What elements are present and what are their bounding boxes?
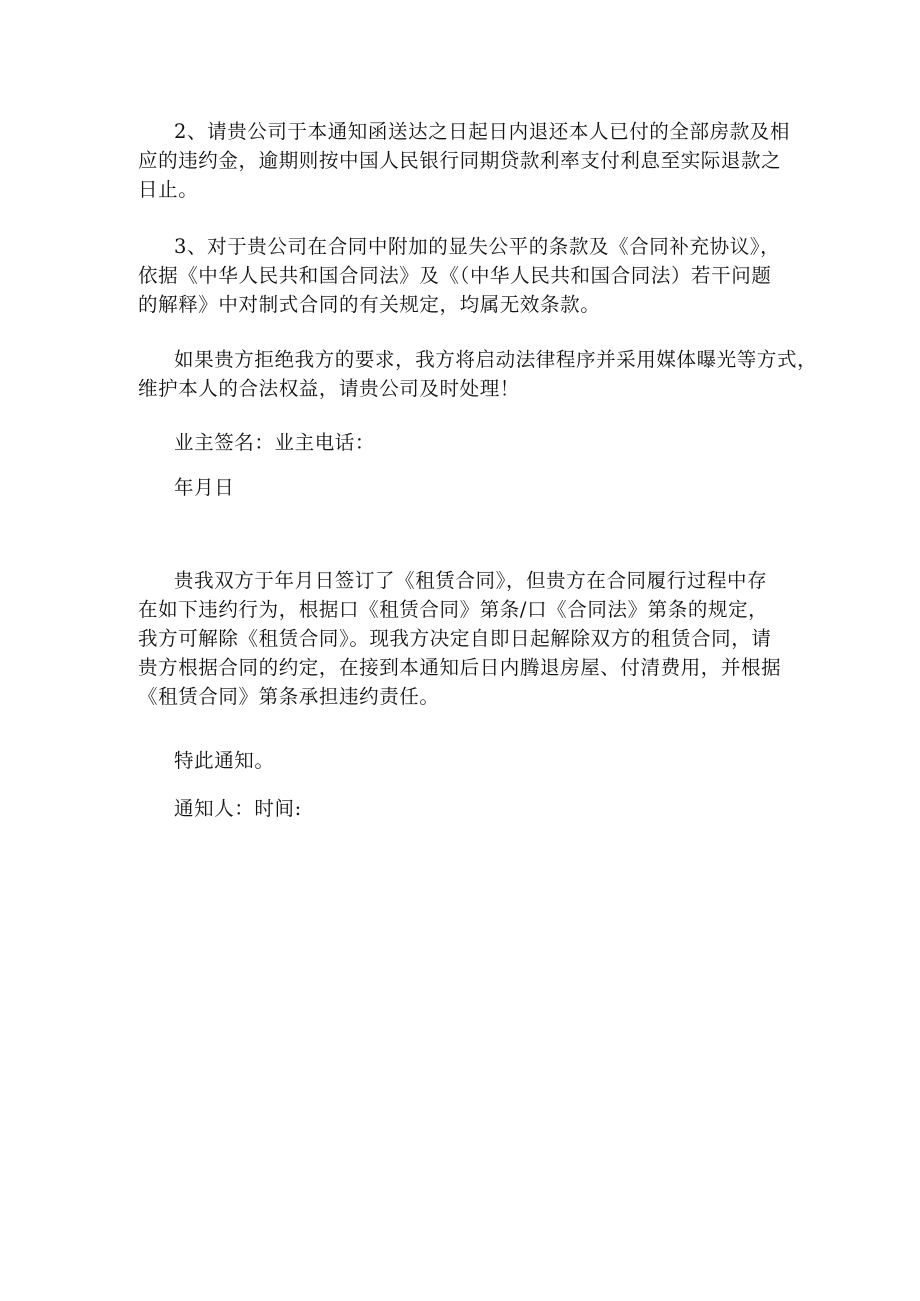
clause-3-line-2: 依据《中华人民共和国合同法》及《（中华人民共和国合同法）若干问题 [138,264,772,287]
notifier-line: 通知人：时间: [174,797,302,820]
termination-paragraph [138,566,798,711]
warning-line-1: 如果贵方拒绝我方的要求，我方将启动法律程序并采用媒体曝光等方式， [174,348,818,371]
owner-signature-line: 业主签名：业主电话： [174,431,376,454]
clause-3-line-3: 的解释》中对制式合同的有关规定，均属无效条款。 [138,293,601,316]
date-line: 年月日 [174,476,235,499]
termination-line-3: 我方可解除《租赁合同》。现我方决定自即日起解除双方的租赁合同，请 [138,627,772,650]
clause-2-line-3: 日止。 [138,178,199,201]
warning-paragraph [138,345,818,403]
clause-3-paragraph [138,232,798,319]
warning-line-2: 维护本人的合法权益，请贵公司及时处理！ [138,377,520,400]
termination-line-2: 在如下违约行为，根据口《租赁合同》第条/口《合同法》第条的规定， [138,598,769,621]
clause-2-paragraph [138,117,798,204]
clause-2-line-2: 应的违约金，逾期则按中国人民银行同期贷款利率支付利息至实际退款之 [138,149,782,172]
termination-line-5: 《租赁合同》第条承担违约责任。 [138,685,440,708]
clause-3-line-1: 3、对于贵公司在合同中附加的显失公平的条款及《合同补充协议》， [174,235,781,258]
notice-line: 特此通知。 [174,749,275,772]
clause-2-line-1: 2、请贵公司于本通知函送达之日起日内退还本人已付的全部房款及相 [174,120,791,143]
termination-line-1: 贵我双方于年月日签订了《租赁合同》，但贵方在合同履行过程中存 [174,569,768,592]
termination-line-4: 贵方根据合同的约定，在接到本通知后日内腾退房屋、付清费用，并根据 [138,656,782,679]
